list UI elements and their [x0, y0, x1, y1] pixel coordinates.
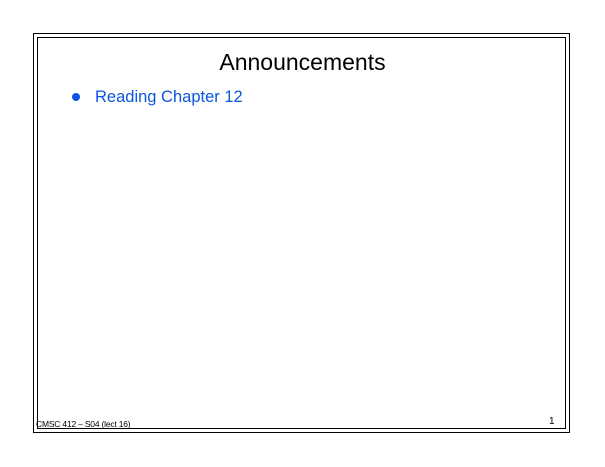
bullet-item	[70, 84, 243, 110]
page-number: 1	[549, 416, 555, 427]
slide-title: Announcements	[219, 49, 386, 75]
bullet-dot-icon	[72, 93, 80, 101]
footer-course-label: CMSC 412 – S04 (lect 16)	[36, 419, 131, 429]
bullet-list	[70, 84, 243, 110]
bullet-text: Reading Chapter 12	[95, 88, 243, 106]
